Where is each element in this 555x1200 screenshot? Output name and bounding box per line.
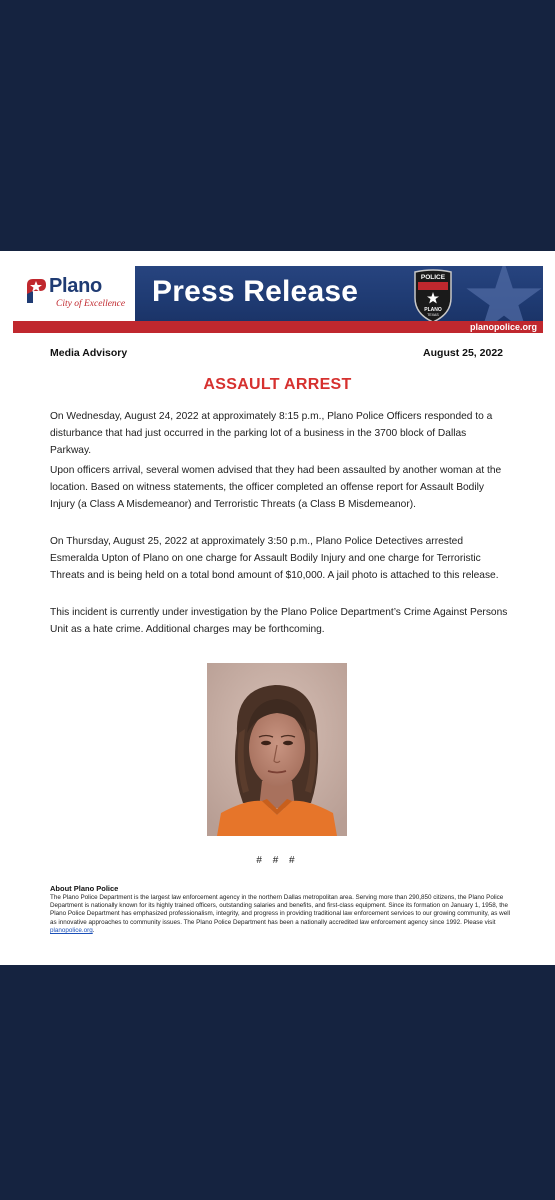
star-watermark-icon [459, 266, 543, 321]
body-paragraph: On Thursday, August 25, 2022 at approximately 3:50 p.m., Plano Police Detectives arrested Esmeralda Upton of Plano on one charge for Assault Bodily Injury and one charge for Terroristic Threats and is being held on a total bond amount of $10,000. A jail photo is attached to this release. [50, 536, 499, 581]
press-release-title: Press Release [152, 275, 359, 308]
about-link[interactable]: planopolice.org [50, 926, 93, 934]
banner-blue-band [135, 266, 543, 321]
police-badge-icon [411, 268, 455, 321]
about-text: The Plano Police Department is the largest law enforcement agency in the northern Dallas metropolitan area. Serving more than 290,850 citizens, the Plano Police Department is nationally known for its highly trained officers, outstanding salaries and benefits, and first-class equipment. Since its formation on January 1, 1958, the Plano Police Department has emphasized professionalism, integrity, and progress in providing traditional law enforcement services to our growing community, as well as innovative approaches to community issues. The Plano Police Department has been a nationally accredited law enforcement agency since 1992. Please visit [50, 894, 511, 926]
about-title: About Plano Police [50, 884, 119, 893]
badge-state-text: TEXAS [427, 313, 439, 317]
body-paragraph: Upon officers arrival, several women advised that they had been assaulted by another woman at the location. Based on witness statements, the officer completed an offense report for Assault Bodily Injury (a Class A Misdemeanor) and Terroristic Threats (a Class B Misdemeanor). [50, 465, 502, 510]
about-text-end: . [92, 926, 95, 934]
end-mark: # # # [256, 855, 299, 866]
logo-name: Plano [49, 275, 102, 297]
press-release-document [0, 251, 555, 965]
release-date: August 25, 2022 [423, 347, 503, 359]
body-paragraph: This incident is currently under investigation by the Plano Police Department’s Crime Against Persons Unit as a hate crime. Additional charges may be forthcoming. [50, 607, 508, 635]
body-paragraph: On Wednesday, August 24, 2022 at approximately 8:15 p.m., Plano Police Officers responded to a disturbance that had just occurred in the parking lot of a business in the 3700 block of Dallas Parkway. [50, 411, 493, 456]
press-release-banner [13, 266, 543, 333]
banner-url: planopolice.org [469, 322, 537, 332]
about-body [50, 894, 510, 935]
banner-red-band [13, 321, 543, 333]
jail-photo [207, 663, 347, 836]
plano-star-logo-icon [23, 277, 47, 305]
badge-bottom-text: PLANO [424, 307, 442, 313]
logo-tagline: City of Excellence [56, 299, 126, 309]
headline: ASSAULT ARREST [203, 376, 352, 393]
badge-top-text: POLICE [420, 274, 446, 281]
plano-logo [13, 266, 135, 321]
media-advisory-label: Media Advisory [50, 347, 128, 359]
